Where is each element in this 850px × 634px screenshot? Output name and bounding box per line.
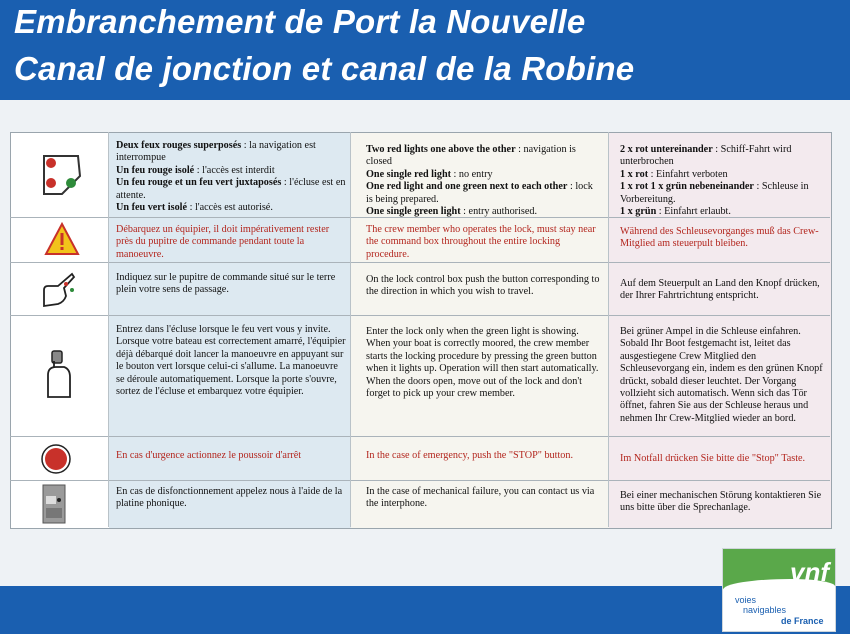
row1-german-text: 2 x rot untereinander : Schiff-Fahrt wird unterbrochen 1 x rot : Einfahrt verboten 1 x rot 1 x grün nebeneinander : Schleuse in Vorbereitung. 1 x grün : Einfahrt erlaubt.	[620, 144, 809, 218]
row-divider	[10, 315, 830, 316]
row4-english-text: Enter the lock only when the green light is showing. When your boat is correctly moored, the crew member starts the locking procedure by pressing the green button when it lights up. Operation will then start automatically. When the doors open, move out of the lock and don't forget to pick up your crew member.	[366, 326, 599, 400]
row4-german-text: Bei grüner Ampel in die Schleuse einfahren. Sobald Ihr Boot festgemacht ist, leitet das ausgestiegene Crew Mitglied den Schleusevorgang ein, indem es den grünen Knopf drückt, sobald dieser leuchtet. Der Vorgang vollzieht sich automatisch. Wenn sich das Tör öffnet, fahren Sie aus der Schleuse heraus und nehmen Ihr Crew-Mitglied wieder an bord.	[620, 326, 823, 424]
sign-header	[0, 0, 850, 100]
column-divider	[108, 132, 109, 527]
column-divider	[608, 132, 609, 527]
row3-german-text: Auf dem Steuerpult an Land den Knopf drücken, der Ihrer Fahrtrichtung entspricht.	[620, 278, 820, 302]
hand-pressing-button-icon	[40, 345, 76, 399]
row5-french-text: En cas d'urgence actionnez le poussoir d'arrêt	[116, 450, 302, 461]
warning-triangle-icon	[44, 222, 80, 256]
row6-german-text: Bei einer mechanischen Störung kontaktieren Sie uns bitte über die Sprechanlage.	[620, 490, 822, 514]
row2-french-text: Débarquez un équipier, il doit impérativement rester près du pupitre de commande pendant toute la manoeuvre.	[116, 224, 330, 260]
row6-french-text: En cas de disfonctionnement appelez nous à l'aide de la platine phonique.	[116, 486, 343, 510]
traffic-lights-icon	[38, 150, 86, 198]
row6-english-text: In the case of mechanical failure, you can contact us via the interphone.	[366, 486, 595, 510]
row1-french-text: Deux feux rouges superposés : la navigation est interrompue Un feu rouge isolé : l'accès est interdit Un feu rouge et un feu vert juxtaposés : l'écluse est en attente. Un feu vert isolé : l'accès est autorisé.	[116, 140, 346, 214]
hand-pointing-icon	[36, 266, 80, 310]
emergency-stop-button-icon	[41, 444, 71, 474]
logo-line3: de France	[781, 616, 824, 626]
sign-title-line1: Embranchement de Port la Nouvelle	[14, 3, 586, 40]
row-divider	[10, 436, 830, 437]
logo-line1: voies	[735, 595, 757, 605]
row2-english-text: The crew member who operates the lock, must stay near the command box throughout the entire locking procedure.	[366, 224, 596, 260]
row3-french-text: Indiquez sur le pupitre de commande situé sur le terre plein votre sens de passage.	[116, 272, 336, 296]
row5-english-text: In the case of emergency, push the "STOP" button.	[366, 450, 574, 461]
row1-english-text: Two red lights one above the other : navigation is closed One single red light : no entry One red light and one green next to each other : lock is being prepared. One single green light : entry authorised.	[366, 144, 593, 218]
sign-title-line2: Canal de jonction et canal de la Robine	[14, 50, 635, 87]
column-divider	[350, 132, 351, 527]
row3-english-text: On the lock control box push the button corresponding to the direction in which you wish to travel.	[366, 274, 600, 298]
interphone-panel-icon	[42, 484, 66, 524]
logo-brand: vnf	[790, 557, 829, 587]
logo-line2: navigables	[743, 605, 787, 615]
vnf-logo	[722, 548, 836, 632]
row4-french-text: Entrez dans l'écluse lorsque le feu vert vous y invite. Lorsque votre bateau est correctement amarré, l'équipier déjà débarqué doit lancer la manoeuvre en appuyant sur le bouton vert lorsque celui-ci s'allume. La manoeuvre se déroule automatiquement. Lorsque la porte s'ouvre, sortez de l'écluse et embarquez votre équipier.	[116, 324, 346, 398]
row-divider	[10, 480, 830, 481]
row2-german-text: Während des Schleusevorganges muß das Crew-Mitglied am steuerpult bleiben.	[620, 226, 819, 250]
row-divider	[10, 262, 830, 263]
row5-german-text: Im Notfall drücken Sie bitte die "Stop" Taste.	[620, 453, 806, 464]
